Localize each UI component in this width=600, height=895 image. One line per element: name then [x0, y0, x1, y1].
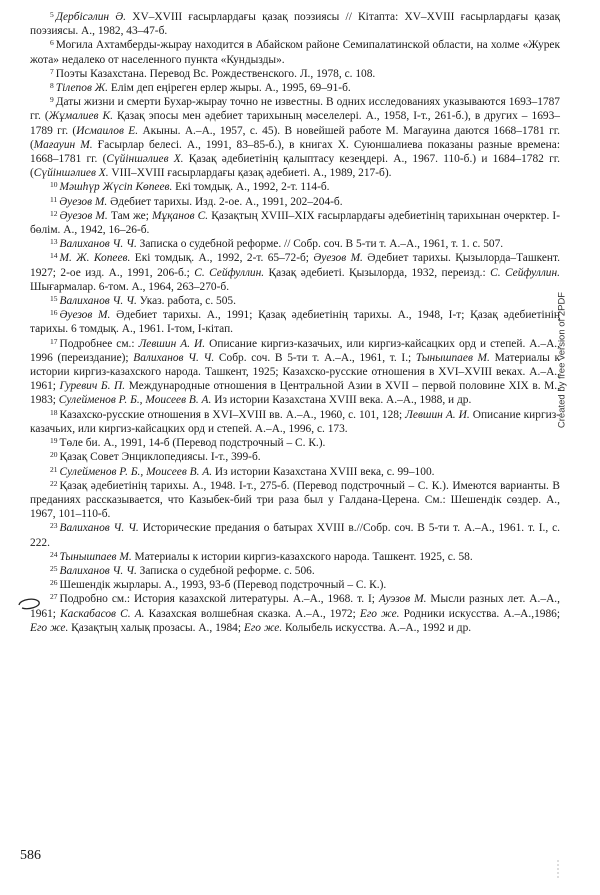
endnote-19	[30, 436, 560, 450]
note-text: Международные отношения в Центральной Азии в XVII – первой половине XIX в. М., 1983;	[30, 380, 561, 407]
note-text: Описание киргиз-казачьих, или киргиз-кайсацких орд и степей. А.–А., 1996 (переиздание);	[30, 337, 560, 364]
note-text: Шығармалар. 6-том. А., 1964, 263–270-б.	[30, 280, 230, 293]
note-text: Екі томдық. А., 1992, 2-т. 65–72-б;	[130, 252, 314, 265]
endnote-13	[30, 237, 560, 251]
scan-edge-mark	[556, 860, 560, 880]
note-text: VIII–XVIII ғасырлардағы қазақ әдебиеті. А., 1989, 217-б).	[108, 167, 392, 180]
endnote-10	[30, 180, 560, 194]
note-text: Поэты Казахстана. Перевод Вс. Рождественского. Л., 1978, с. 108.	[55, 67, 376, 80]
endnote-number: 23	[50, 521, 58, 531]
author-name: Мәшһүр Жүсіп Көпеев.	[59, 181, 173, 194]
note-text: Исторические предания о батырах XVIII в.//Собр. соч. В 5-ти т. А.–А., 1961. т. І., с. 222.	[30, 522, 560, 549]
endnotes-list	[30, 10, 560, 635]
endnote-number: 11	[50, 194, 58, 204]
endnote-15	[30, 294, 560, 308]
author-name: Сулейменов Р. Б., Моисеев В. А.	[59, 465, 213, 478]
author-name: С. Сейфуллин.	[490, 266, 560, 279]
pdf-watermark	[556, 291, 600, 429]
author-name: Сулейменов Р. Б., Моисеев В. А.	[58, 394, 212, 407]
author-name: Мағауин М.	[33, 138, 93, 151]
endnote-number: 9	[50, 95, 54, 105]
author-name: Его же.	[30, 621, 69, 634]
note-text: Из истории Казахстана XVIII века. А.–А., 1988, и др.	[211, 394, 472, 407]
note-text: Подробно см.: История казахской литературы. А.–А., 1968. т. І;	[59, 593, 379, 606]
author-name: Исмаилов Е.	[76, 124, 139, 137]
author-name: Валиханов Ч. Ч.	[133, 351, 215, 364]
note-text: Указ. работа, с. 505.	[136, 295, 236, 308]
endnote-number: 25	[50, 563, 58, 573]
author-name: Сүйіншәлиев Х.	[33, 167, 109, 180]
endnote-8	[30, 81, 560, 95]
note-text: Из истории Казахстана XVIII века, с. 99–100.	[212, 465, 435, 478]
endnote-18	[30, 408, 560, 436]
note-text: Описание киргиз-казачьих, или киргиз-кайсацких орд и степей. А.–А., 1996, с. 173.	[30, 408, 561, 435]
note-text: XV–XVIII ғасырлардағы қазақ поэзиясы // Кітапта: XV–XVIII ғасырлардағы қазақ поэзиясы. А., 1982, 43–47-б.	[30, 11, 560, 38]
note-text: Записка о судебной реформе. // Собр. соч. В 5-ти т. А.–А., 1961, т. 1. с. 507.	[136, 238, 504, 251]
endnote-number: 24	[50, 549, 58, 559]
author-name: Левшин А. И.	[405, 408, 470, 421]
note-text: Әдебиет тарихы. Изд. 2-ое. А., 1991, 202–204-б.	[107, 195, 343, 208]
endnote-number: 27	[50, 592, 58, 602]
author-name: Мұқанов С.	[152, 209, 209, 222]
note-text: Қазақ Совет Энциклопедиясы. І-т., 399-б.	[59, 451, 261, 464]
endnote-number: 10	[50, 180, 58, 190]
endnote-11	[30, 195, 560, 209]
endnote-12	[30, 209, 560, 237]
endnote-number: 15	[50, 294, 58, 304]
author-name: М. Ж. Копеев.	[59, 252, 131, 265]
note-text: Родники искусства. А.–А.,1986;	[399, 607, 561, 620]
author-name: Әуезов М.	[59, 195, 108, 208]
endnote-number: 20	[50, 450, 58, 460]
note-text: Материалы к истории киргиз-казахского народа. Ташкент, 1925; Казахско-русские отношения в XVI–XVIII веках. А.–А., 1961;	[30, 351, 560, 393]
note-text: Казахская волшебная сказка. А.–А., 1972;	[144, 607, 360, 620]
note-text: Там же;	[107, 209, 153, 222]
endnote-number: 16	[50, 308, 58, 318]
endnote-number: 12	[50, 208, 58, 218]
note-text: Материалы к истории киргиз-казахского народа. Ташкент. 1925, с. 58.	[131, 550, 473, 563]
author-name: Его же.	[243, 621, 283, 634]
author-name: Ауэзов М.	[378, 593, 427, 606]
note-text: Даты жизни и смерти Бухар-жырау точно не известны. В одних исследованиях указываются 1693–1787 гг. (	[30, 96, 560, 123]
author-name: Валиханов Ч. Ч.	[59, 564, 137, 577]
author-name: Сүйіншәлиев Х.	[106, 153, 184, 166]
note-text: Колыбель искусства. А.–А., 1992 и др.	[282, 621, 472, 634]
note-text: Қазақтың XVIII–XIX ғасырлардағы әдебиетінің тарихынан очерктер. І-бөлім. А., 1942, 16–26-б.	[30, 209, 560, 237]
note-text: Әдебиет тарихы. А., 1991; Қазақ әдебиетінің тарихы. А., 1948, І-т; Қазақ әдебиетінің тарихы. 6 томдық. А., 1961. І-том, І-кітап.	[30, 309, 560, 336]
endnote-number: 5	[50, 10, 54, 19]
author-name: Каскабасов С. А.	[60, 607, 145, 620]
endnote-16	[30, 308, 560, 336]
endnote-23	[30, 521, 560, 549]
author-name: Әуезов М.	[59, 309, 111, 322]
author-name: Валиханов Ч. Ч.	[59, 522, 139, 535]
note-text: Мысли разных лет. А.–А., 1961;	[30, 593, 560, 620]
endnote-number: 14	[50, 251, 58, 261]
note-text: Акыны. А.–А., 1957, с. 45). В новейшей работе М. Магауина даются 1668–1781 гг. (	[30, 124, 560, 151]
note-text: Собр. соч. В 5-ти т. А.–А., 1961, т. І.;	[214, 351, 416, 364]
note-text: Әдебиет тарихы. Қызылорда–Ташкент. 1927; 2-ое изд. А., 1991, 206-б.;	[30, 252, 560, 279]
author-name: Тілепов Ж.	[55, 82, 109, 95]
note-text: Қазақ эпосы мен әдебиет тарихының мәселелері. А., 1958, І-т., 261-б.), в других – 1693–1789 гг. (	[30, 110, 561, 137]
note-text: Төле би. А., 1991, 14-б (Перевод подстрочный – С. К.).	[59, 437, 326, 450]
author-name: С. Сейфуллин.	[194, 266, 265, 279]
note-text: Записка о судебной реформе. с. 506.	[136, 564, 315, 577]
watermark-text: Created by free version of 2PDF	[556, 291, 568, 429]
author-name: Дербісәлин Ә.	[55, 11, 127, 23]
author-name: Әуезов М.	[59, 209, 108, 222]
endnote-number: 13	[50, 237, 58, 247]
note-text: Могила Ахтамберды-жырау находится в Абайском районе Семипалатинской области, на холме «Журек жота» недалеко от населенного пункта «Кундызды».	[30, 39, 560, 66]
note-text: Елім деп еңіреген ерлер жыры. А., 1995, 69–91-б.	[108, 82, 351, 95]
handwritten-circle-mark	[16, 596, 42, 612]
endnote-25	[30, 564, 560, 578]
endnote-7	[30, 67, 560, 81]
endnote-22	[30, 479, 560, 522]
note-text: Ғасырлар белесі. А., 1991, 83–85-б.), в книгах Х. Суюншалиева показаны разные времена: 1668–1781 гг. (	[30, 138, 560, 166]
endnote-6	[30, 38, 560, 66]
author-name: Гуревич Б. П.	[59, 380, 126, 393]
endnote-27	[30, 592, 560, 635]
endnote-number: 6	[50, 38, 54, 48]
note-text: Казахско-русские отношения в XVI–XVIII вв. А.–А., 1960, с. 101, 128;	[59, 408, 406, 421]
author-name: Валиханов Ч. Ч.	[59, 295, 137, 308]
endnote-20	[30, 450, 560, 464]
endnote-17	[30, 337, 560, 408]
author-name: Тынышпаев М.	[415, 351, 490, 364]
endnote-24	[30, 550, 560, 564]
author-name: Левшин А. И.	[138, 337, 206, 350]
author-name: Его же.	[359, 607, 400, 620]
endnote-number: 7	[50, 66, 54, 76]
note-text: Қазақ әдебиетінің қалыптасу кезеңдері. А., 1967. 110-б.) и 1684–1782 гг. (	[30, 153, 560, 180]
note-text: Қазақ әдебиеті. Қызылорда, 1932, переизд.:	[264, 266, 491, 279]
note-text: Подробнее см.:	[59, 337, 139, 350]
endnote-9	[30, 95, 560, 180]
endnote-21	[30, 465, 560, 479]
page-number: 586	[20, 848, 41, 863]
author-name: Тынышпаев М.	[59, 550, 132, 563]
endnote-number: 17	[50, 336, 58, 346]
author-name: Жұмалиев К.	[48, 110, 113, 123]
note-text: Шешендік жырлары. А., 1993, 93-б (Перевод подстрочный – С. К.).	[59, 579, 387, 592]
endnote-number: 18	[50, 407, 58, 417]
endnote-number: 26	[50, 578, 58, 588]
endnote-number: 22	[50, 478, 58, 488]
endnote-number: 19	[50, 436, 58, 446]
endnote-14	[30, 251, 560, 294]
author-name: Валиханов Ч. Ч.	[59, 238, 137, 251]
note-text: Екі томдық. А., 1992, 2-т. 114-б.	[172, 181, 330, 194]
note-text: Қазақтың халық прозасы. А., 1984;	[68, 621, 244, 634]
author-name: Әуезов М.	[313, 252, 363, 265]
endnote-number: 21	[50, 464, 58, 474]
endnote-5	[30, 10, 560, 38]
note-text: Қазақ әдебиетінің тарихы. А., 1948. І-т., 275-б. (Перевод подстрочный – С. К.). Имеются варианты. В преданиях рассказывается, что Казыбек-бий три раза был у Галдана-Церена. См.: Шешендік сөздер. А., 1967, 101–110-б.	[30, 479, 560, 521]
endnote-26	[30, 578, 560, 592]
endnote-number: 8	[50, 81, 54, 91]
